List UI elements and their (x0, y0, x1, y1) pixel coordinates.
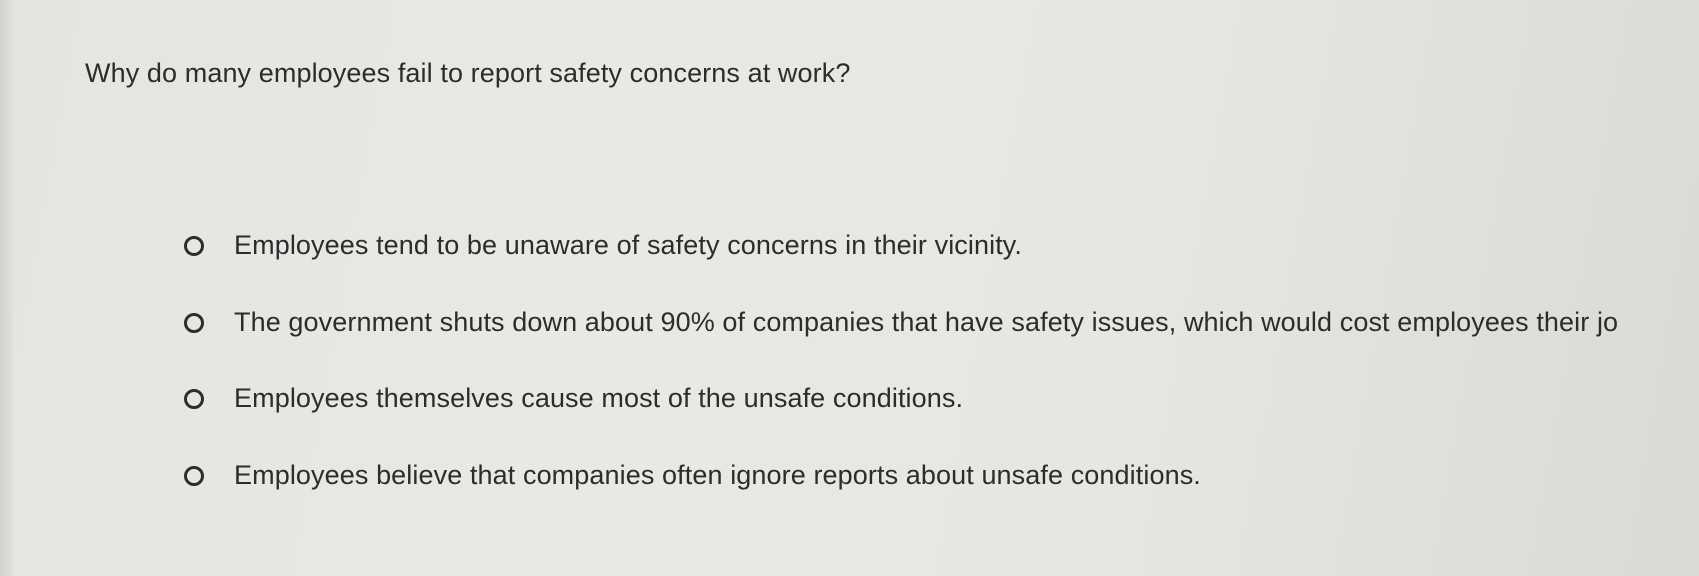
radio-unselected-icon[interactable] (184, 389, 204, 409)
question-text: Why do many employees fail to report safety concerns at work? (85, 58, 851, 88)
answer-option-4[interactable] (184, 460, 1201, 491)
screen-left-edge (0, 0, 14, 576)
radio-unselected-icon[interactable] (184, 236, 204, 256)
radio-unselected-icon[interactable] (184, 313, 204, 333)
answer-option-label: Employees believe that companies often ignore reports about unsafe conditions. (234, 460, 1201, 490)
answer-option-3[interactable] (184, 383, 963, 414)
answer-option-label: Employees themselves cause most of the unsafe conditions. (234, 383, 964, 413)
answer-option-label: Employees tend to be unaware of safety concerns in their vicinity. (234, 230, 1023, 260)
answer-option-label: The government shuts down about 90% of companies that have safety issues, which would cost employees their jo (234, 307, 1619, 337)
answer-option-2[interactable] (184, 307, 1618, 338)
radio-unselected-icon[interactable] (184, 466, 204, 486)
answer-option-1[interactable] (184, 230, 1022, 261)
